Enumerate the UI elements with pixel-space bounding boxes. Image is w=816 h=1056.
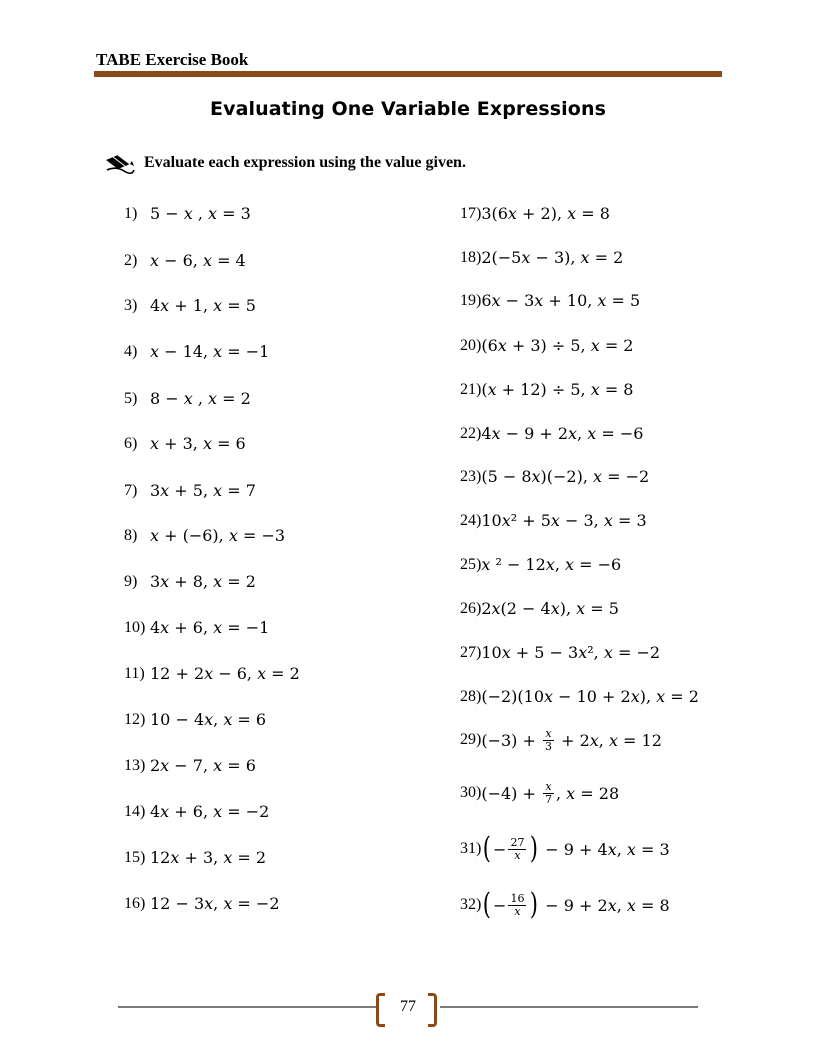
problem-expression: 𝑥 − 6, 𝑥 = 4 [150, 251, 246, 270]
fraction-denominator: 7 [544, 792, 552, 806]
problem-number: 7) [124, 481, 138, 499]
problem-number: 18) [460, 248, 482, 266]
problem-number: 17) [460, 204, 482, 222]
problem-31 [460, 831, 670, 866]
fraction [508, 893, 526, 917]
problem-expression: 4𝑥 − 9 + 2𝑥, 𝑥 = −6 [481, 424, 644, 443]
fraction-numerator: 27 [510, 835, 525, 849]
expr-suffix: , 𝑥 = 28 [555, 783, 620, 803]
problem-expression: 8 − 𝑥 , 𝑥 = 2 [150, 389, 251, 408]
problem-expression: 12𝑥 + 3, 𝑥 = 2 [150, 848, 267, 867]
problem-number: 29) [460, 731, 482, 749]
footer-rule-right [440, 1006, 698, 1008]
problem-number: 23) [460, 467, 482, 485]
problem-number: 12) [124, 710, 146, 728]
expr-sign: − [493, 895, 507, 915]
left-paren: ( [483, 831, 492, 866]
problem-expression: 3𝑥 + 5, 𝑥 = 7 [150, 481, 256, 500]
problem-15 [124, 848, 266, 867]
problem-number: 26) [460, 599, 482, 617]
problem-30 [460, 781, 619, 805]
instructions [104, 150, 466, 176]
problem-expression: 2𝑥(2 − 4𝑥), 𝑥 = 5 [481, 599, 619, 618]
problem-expression: 𝑥 − 14, 𝑥 = −1 [150, 342, 270, 361]
problem-number: 14) [124, 802, 146, 820]
problem-10 [124, 618, 269, 637]
problem-21 [460, 380, 633, 399]
problem-expression: 2𝑥 − 7, 𝑥 = 6 [150, 756, 256, 775]
problem-expression: 𝑥 ² − 12𝑥, 𝑥 = −6 [481, 555, 622, 574]
problem-expression: 2(−5𝑥 − 3), 𝑥 = 2 [481, 248, 624, 267]
problem-27 [460, 643, 660, 662]
problem-number: 25) [460, 555, 482, 573]
problem-expression [481, 728, 662, 752]
problem-number: 30) [460, 784, 482, 802]
expr-sign: − [493, 839, 507, 859]
problem-number: 24) [460, 511, 482, 529]
problem-expression: 4𝑥 + 6, 𝑥 = −1 [150, 618, 270, 637]
right-paren: ) [530, 887, 539, 922]
expr-suffix: − 9 + 4𝑥, 𝑥 = 3 [540, 839, 670, 859]
problem-expression: 10𝑥 + 5 − 3𝑥², 𝑥 = −2 [481, 643, 661, 662]
problem-expression: (−2)(10𝑥 − 10 + 2𝑥), 𝑥 = 2 [481, 687, 699, 706]
problem-expression [481, 831, 670, 866]
problem-expression: 10 − 4𝑥, 𝑥 = 6 [150, 710, 267, 729]
problem-6 [124, 434, 246, 453]
header-rule [94, 71, 722, 77]
problem-expression: 10𝑥² + 5𝑥 − 3, 𝑥 = 3 [481, 511, 647, 530]
problem-expression: 5 − 𝑥 , 𝑥 = 3 [150, 204, 251, 223]
problem-number: 11) [124, 664, 145, 682]
problem-number: 28) [460, 687, 482, 705]
problem-2 [124, 251, 246, 270]
problem-expression: (𝑥 + 12) ÷ 5, 𝑥 = 8 [481, 380, 634, 399]
problem-number: 31) [460, 840, 482, 857]
fraction-denominator: 𝑥 [514, 904, 521, 918]
problem-number: 27) [460, 643, 482, 661]
expr-prefix: (−4) + [481, 783, 541, 803]
problem-number: 22) [460, 424, 482, 442]
problem-number: 4) [124, 342, 138, 360]
problem-number: 8) [124, 526, 138, 544]
footer-rule-left [118, 1006, 376, 1008]
problem-29 [460, 728, 662, 752]
expr-prefix: (−3) + [481, 730, 541, 750]
problem-24 [460, 511, 647, 530]
problem-expression: 12 + 2𝑥 − 6, 𝑥 = 2 [150, 664, 300, 683]
problem-19 [460, 291, 640, 310]
problem-25 [460, 555, 621, 574]
problem-32 [460, 887, 670, 922]
problem-expression: 𝑥 + (−6), 𝑥 = −3 [150, 526, 286, 545]
problem-number: 10) [124, 618, 146, 636]
problem-11 [124, 664, 300, 683]
problem-number: 15) [124, 848, 146, 866]
problem-26 [460, 599, 619, 618]
problem-9 [124, 572, 256, 591]
problem-16 [124, 894, 280, 913]
problem-number: 1) [124, 204, 138, 222]
problem-12 [124, 710, 266, 729]
problem-17 [460, 204, 610, 223]
problem-number: 16) [124, 894, 146, 912]
problem-number: 32) [460, 896, 482, 913]
problem-number: 9) [124, 572, 138, 590]
fraction-numerator: 𝑥 [545, 727, 552, 740]
problem-20 [460, 336, 633, 355]
problem-number: 2) [124, 251, 138, 269]
problem-23 [460, 467, 649, 486]
problem-expression: 6𝑥 − 3𝑥 + 10, 𝑥 = 5 [481, 291, 641, 310]
problem-22 [460, 424, 643, 443]
problem-expression: 4𝑥 + 6, 𝑥 = −2 [150, 802, 270, 821]
right-paren: ) [530, 831, 539, 866]
problem-expression: 𝑥 + 3, 𝑥 = 6 [150, 434, 246, 453]
problem-number: 5) [124, 389, 138, 407]
problem-number: 21) [460, 380, 482, 398]
problem-14 [124, 802, 269, 821]
pencil-icon [104, 152, 136, 174]
left-paren: ( [483, 887, 492, 922]
footer-bracket-left [376, 993, 385, 1027]
page-number: 77 [400, 998, 416, 1015]
problem-expression [481, 781, 619, 805]
problem-expression: 12 − 3𝑥, 𝑥 = −2 [150, 894, 280, 913]
problem-28 [460, 687, 699, 706]
problem-4 [124, 342, 269, 361]
problem-number: 19) [460, 291, 482, 309]
fraction-numerator: 𝑥 [545, 780, 552, 793]
problem-13 [124, 756, 256, 775]
problem-expression: 3𝑥 + 8, 𝑥 = 2 [150, 572, 256, 591]
expr-suffix: − 9 + 2𝑥, 𝑥 = 8 [540, 895, 670, 915]
instructions-text: Evaluate each expression using the value given. [144, 154, 466, 171]
problem-expression: (6𝑥 + 3) ÷ 5, 𝑥 = 2 [481, 336, 634, 355]
fraction [543, 781, 554, 805]
fraction [543, 728, 554, 752]
problem-number: 13) [124, 756, 146, 774]
problem-7 [124, 481, 256, 500]
problem-3 [124, 296, 256, 315]
problem-expression: 4𝑥 + 1, 𝑥 = 5 [150, 296, 256, 315]
problem-expression: 3(6𝑥 + 2), 𝑥 = 8 [481, 204, 610, 223]
problem-expression [481, 887, 670, 922]
fraction-numerator: 16 [510, 891, 525, 905]
header-title: TABE Exercise Book [96, 50, 249, 69]
fraction [508, 837, 526, 861]
problem-number: 6) [124, 434, 138, 452]
problem-number: 3) [124, 296, 138, 314]
problem-number: 20) [460, 336, 482, 354]
problem-8 [124, 526, 285, 545]
problem-18 [460, 248, 623, 267]
fraction-denominator: 3 [544, 739, 552, 753]
expr-suffix: + 2𝑥, 𝑥 = 12 [555, 730, 662, 750]
fraction-denominator: 𝑥 [514, 848, 521, 862]
problem-expression: (5 − 8𝑥)(−2), 𝑥 = −2 [481, 467, 650, 486]
page-title: Evaluating One Variable Expressions [210, 98, 606, 120]
problem-5 [124, 389, 251, 408]
problem-1 [124, 204, 251, 223]
